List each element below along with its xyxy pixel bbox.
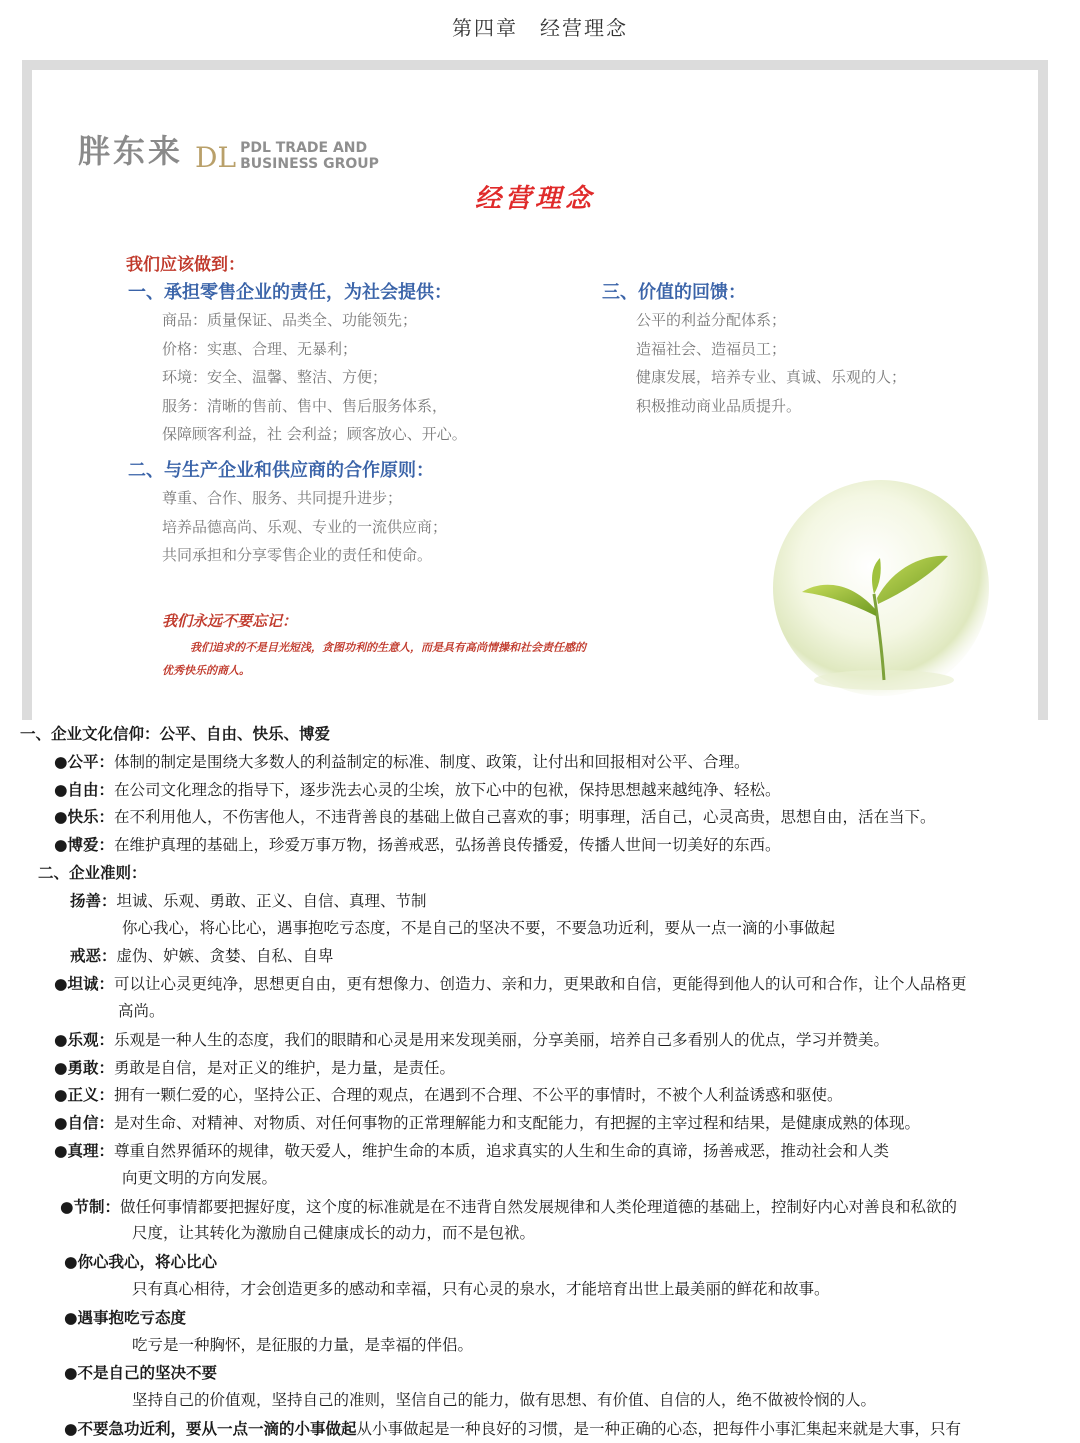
list-item — [20, 1109, 1070, 1137]
section-2-item: 共同承担和分享零售企业的责任和使命。 — [162, 546, 433, 564]
list-item — [20, 1081, 1070, 1109]
item-text: 体制的制定是围绕大多数人的利益制定的标准、制度、政策，让付出和回报相对公平、合理。 — [114, 752, 750, 771]
item-label: 不是自己的坚决不要 — [77, 1363, 218, 1383]
item-text: 坦诚、乐观、勇敢、正义、自信、真理、节制 — [116, 891, 427, 910]
bullet-icon: ● — [54, 751, 68, 771]
section-3-heading: 三、价值的回馈： — [602, 282, 746, 303]
item-text: 从小事做起是一种良好的习惯，是一种正确的心态，把每件小事汇集起来就是大事，只有 — [356, 1419, 962, 1438]
continuation-line: 吃亏是一种胸怀，是征服的力量，是幸福的伴侣。 — [132, 1335, 474, 1354]
remember-text: 我们追求的不是目光短浅，贪图功利的生意人，而是具有高尚情操和社会责任感的优秀快乐的商人。 — [162, 641, 586, 677]
item-label: 扬善： — [70, 890, 117, 910]
bullet-icon: ● — [54, 1140, 68, 1160]
list-item — [20, 1248, 1070, 1276]
item-text: 是对生命、对精神、对物质、对任何事物的正常理解能力和支配能力，有把握的主宰过程和结果，是健康成熟的体现。 — [114, 1114, 921, 1133]
item-text: 在维护真理的基础上，珍爱万事万物，扬善戒恶，弘扬善良传播爱，传播人世间一切美好的东西。 — [114, 836, 781, 855]
list-item — [20, 970, 1070, 998]
continuation-line: 你心我心，将心比心，遇事抱吃亏态度，不是自己的坚决不要，不要急功近利，要从一点一滴的小事做起 — [122, 918, 836, 937]
item-label: 戒恶： — [70, 946, 117, 966]
section-3-list — [636, 306, 906, 420]
list-item — [20, 1415, 1070, 1443]
item-label: 不要急功近利，要从一点一滴的小事做起 — [77, 1418, 357, 1438]
item-label: 真理： — [67, 1140, 115, 1160]
section-3-item: 健康发展，培养专业、真诚、乐观的人； — [636, 368, 907, 386]
slide-title: 经营理念 — [474, 184, 595, 214]
item-label: 公平： — [67, 751, 115, 771]
item-text: 可以让心灵更纯净，思想更自由，更有想像力、创造力、亲和力，更果敢和自信，更能得到他人的认可和合作，让个人品格更 — [114, 975, 967, 994]
item-text: 拥有一颗仁爱的心，坚持公正、合理的观点，在遇到不合理、不公平的事情时，不被个人利益诱惑和驱使。 — [114, 1086, 843, 1105]
bullet-icon: ● — [60, 1196, 74, 1216]
section-1-heading: 一、承担零售企业的责任，为社会提供： — [128, 282, 452, 303]
item-text: 在公司文化理念的指导下，逐步洗去心灵的尘埃，放下心中的包袱，保持思想越来越纯净、轻松。 — [114, 780, 781, 799]
item-text: 尊重自然界循环的规律，敬天爱人，维护生命的本质，追求真实的人生和生命的真谛，扬善戒恶，推动社会和人类 — [114, 1141, 890, 1160]
list-item — [20, 1026, 1070, 1054]
item-text: 虚伪、妒嫉、贪婪、自私、自卑 — [116, 947, 334, 966]
list-item — [20, 748, 1070, 776]
culture-heading: 一、企业文化信仰：公平、自由、快乐、博爱 — [20, 724, 331, 743]
item-text: 做任何事情都要把握好度，这个度的标准就是在不违背自然发展规律和人类伦理道德的基础上，控制好内心对善良和私欲的 — [120, 1197, 958, 1216]
section-2-item: 培养品德高尚、乐观、专业的一流供应商； — [162, 517, 448, 536]
list-item — [20, 803, 1070, 831]
continuation-line: 高尚。 — [118, 1001, 165, 1020]
item-label: 勇敢： — [67, 1057, 115, 1077]
section-1-item: 环境：安全、温馨、整洁、方便； — [162, 368, 388, 386]
bullet-icon: ● — [54, 1029, 68, 1049]
bullet-icon: ● — [64, 1363, 78, 1383]
list-item — [20, 1359, 1070, 1387]
continuation-line: 只有真心相待，才会创造更多的感动和幸福，只有心灵的泉水，才能培育出世上最美丽的鲜花和故事。 — [132, 1279, 830, 1298]
list-item — [20, 942, 1070, 970]
should-do-heading: 我们应该做到： — [126, 255, 245, 275]
list-item — [20, 1193, 1070, 1221]
section-1-item: 服务：清晰的售前、售中、售后服务体系， — [162, 396, 448, 415]
logo-chinese-name: 胖东来 — [78, 132, 184, 170]
section-3-item: 公平的利益分配体系； — [636, 311, 787, 329]
item-label: 自由： — [67, 779, 115, 799]
item-text: 勇敢是自信，是对正义的维护，是力量，是责任。 — [114, 1058, 456, 1077]
bullet-icon: ● — [54, 835, 68, 855]
section-1-list — [162, 306, 467, 449]
list-item — [20, 1137, 1070, 1165]
logo-english-line1: PDL TRADE AND — [240, 140, 368, 156]
item-label: 坦诚： — [67, 974, 115, 994]
section-2-list — [162, 484, 447, 570]
slide-content — [32, 70, 1038, 720]
continuation-line: 尺度，让其转化为激励自己健康成长的动力，而不是包袱。 — [132, 1224, 536, 1243]
principles-heading: 二、企业准则： — [38, 862, 147, 882]
logo-english-name — [240, 140, 379, 172]
item-label: 乐观： — [67, 1029, 115, 1049]
bullet-icon: ● — [64, 1418, 78, 1438]
item-text: 在不利用他人，不伤害他人，不违背善良的基础上做自己喜欢的事；明事理，活自己，心灵高贵，思想自由，活在当下。 — [114, 808, 936, 827]
section-1-item: 价格：实惠、合理、无暴利； — [162, 339, 358, 358]
section-2-heading: 二、与生产企业和供应商的合作原则： — [128, 460, 434, 481]
section-3-item: 积极推动商业品质提升。 — [636, 396, 802, 415]
item-label: 博爱： — [67, 835, 115, 855]
list-item — [20, 887, 1070, 915]
item-label: 自信： — [67, 1113, 115, 1133]
bullet-icon: ● — [54, 1113, 68, 1133]
item-label: 你心我心，将心比心 — [77, 1252, 218, 1272]
item-label: 遇事抱吃亏态度 — [77, 1307, 187, 1327]
bullet-icon: ● — [54, 1085, 68, 1105]
item-text: 乐观是一种人生的态度，我们的眼睛和心灵是用来发现美丽，分享美丽，培养自己多看别人的优点，学习并赞美。 — [114, 1030, 890, 1049]
list-item — [20, 1054, 1070, 1082]
item-label: 节制： — [73, 1196, 121, 1216]
list-item — [20, 776, 1070, 804]
list-item — [20, 1304, 1070, 1332]
seedling-sphere-image — [766, 470, 996, 700]
section-3-item: 造福社会、造福员工； — [636, 339, 787, 358]
bullet-icon: ● — [54, 779, 68, 799]
continuation-line: 向更文明的方向发展。 — [122, 1168, 278, 1187]
bullet-icon: ● — [54, 974, 68, 994]
item-label: 快乐： — [67, 807, 115, 827]
seedling-icon — [766, 470, 996, 700]
continuation-line: 坚持自己的价值观，坚持自己的准则，坚信自己的能力，做有思想、有价值、自信的人，绝不做被怜悯的人。 — [132, 1391, 877, 1410]
section-2-item: 尊重、合作、服务、共同提升进步； — [162, 489, 403, 507]
bullet-icon: ● — [64, 1252, 78, 1272]
logo-english-line2: BUSINESS GROUP — [240, 156, 379, 172]
chapter-title: 第四章 经营理念 — [452, 16, 628, 40]
bullet-icon: ● — [64, 1307, 78, 1327]
remember-heading: 我们永远不要忘记： — [162, 612, 298, 630]
bullet-icon: ● — [54, 1057, 68, 1077]
bullet-icon: ● — [54, 807, 68, 827]
section-1-item: 保障顾客利益，社 会利益；顾客放心、开心。 — [162, 425, 467, 443]
slide-image — [22, 60, 1048, 720]
list-item — [20, 831, 1070, 859]
section-1-item: 商品：质量保证、品类全、功能领先； — [162, 311, 418, 329]
company-logo — [78, 126, 379, 172]
item-label: 正义： — [67, 1085, 115, 1105]
body-text — [20, 720, 1070, 1443]
logo-mark: DL — [195, 141, 237, 174]
